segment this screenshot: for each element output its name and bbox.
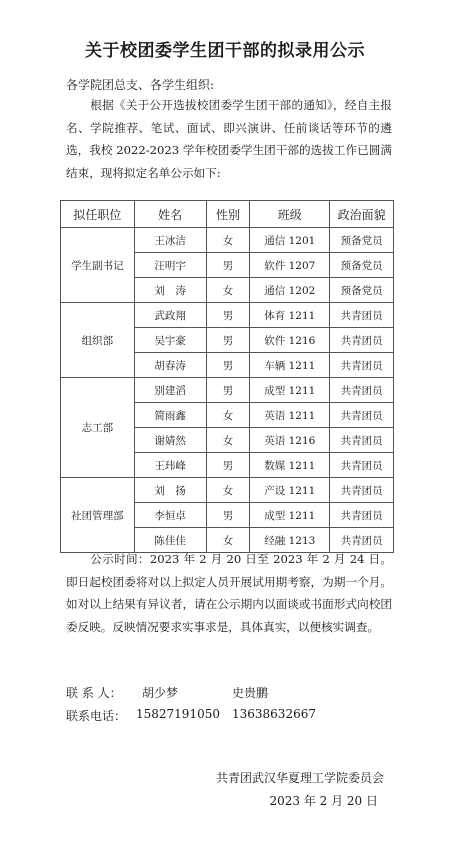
table-row: [61, 478, 394, 503]
document-title: 关于校团委学生团干部的拟录用公示: [85, 41, 365, 61]
header-position: 拟任职位: [61, 201, 135, 228]
cell-name: 简雨鑫: [134, 403, 206, 428]
cell-class: 数媒 1211: [250, 453, 330, 478]
cell-name: 王玮峰: [134, 453, 206, 478]
signature-date: 2023 年 2 月 20 日: [269, 794, 378, 808]
signature-org: 共青团武汉华夏理工学院委员会: [215, 771, 384, 785]
contact-phone-2: 13638632667: [232, 707, 316, 721]
contact-phone-label: 联系电话：: [66, 709, 127, 723]
cell-name: 陈佳佳: [134, 528, 206, 553]
cell-gender: 女: [206, 428, 250, 453]
cell-gender: 男: [206, 503, 250, 528]
cell-name: 别建滔: [134, 378, 206, 403]
cell-name: 汪明宇: [134, 253, 206, 278]
cell-name: 谢婧然: [134, 428, 206, 453]
cell-position: 学生副书记: [61, 228, 135, 303]
cell-class: 经融 1213: [250, 528, 330, 553]
cell-gender: 男: [206, 328, 250, 353]
cell-class: 英语 1211: [250, 403, 330, 428]
cell-class: 车辆 1211: [250, 353, 330, 378]
table-row: [61, 303, 394, 328]
cell-political-status: 共青团员: [330, 328, 394, 353]
cell-political-status: 共青团员: [330, 478, 394, 503]
table-row: [61, 228, 394, 253]
salutation: 各学院团总支、各学生组织:: [66, 78, 215, 92]
cell-name: 吴宇豪: [134, 328, 206, 353]
header-class: 班级: [250, 201, 330, 228]
cell-political-status: 共青团员: [330, 403, 394, 428]
cell-gender: 女: [206, 528, 250, 553]
cell-political-status: 共青团员: [330, 503, 394, 528]
notice-text: 公示时间：2023 年 2 月 20 日至 2023 年 2 月 24 日。即日起校团委将对以上拟定人员开展试用期考察，为期一个月。如对以上结果有异议者，请在公示期内以面谈或书面形式向校团委反映。反映情况要求实事求是，具体真实，以便核实调查。: [66, 552, 392, 634]
cell-class: 产设 1211: [250, 478, 330, 503]
table-body: [61, 228, 394, 553]
contact-person-2: 史贵鹏: [232, 686, 269, 700]
candidate-table: [60, 200, 394, 553]
cell-position: 社团管理部: [61, 478, 135, 553]
cell-class: 软件 1216: [250, 328, 330, 353]
cell-class: 成型 1211: [250, 503, 330, 528]
cell-class: 通信 1202: [250, 278, 330, 303]
cell-political-status: 预备党员: [330, 278, 394, 303]
table-header-row: [61, 201, 394, 228]
cell-class: 体育 1211: [250, 303, 330, 328]
cell-political-status: 共青团员: [330, 428, 394, 453]
cell-name: 刘 扬: [134, 478, 206, 503]
cell-class: 成型 1211: [250, 378, 330, 403]
header-name: 姓名: [134, 201, 206, 228]
intro-paragraph: [66, 94, 392, 184]
cell-gender: 女: [206, 478, 250, 503]
cell-name: 武政翔: [134, 303, 206, 328]
cell-gender: 男: [206, 378, 250, 403]
cell-name: 王冰洁: [134, 228, 206, 253]
cell-position: 组织部: [61, 303, 135, 378]
contact-person-label: 联 系 人：: [66, 686, 122, 700]
cell-position: 志工部: [61, 378, 135, 478]
cell-gender: 女: [206, 278, 250, 303]
header-political-status: 政治面貌: [330, 201, 394, 228]
cell-political-status: 共青团员: [330, 353, 394, 378]
cell-class: 英语 1216: [250, 428, 330, 453]
cell-name: 刘 涛: [134, 278, 206, 303]
cell-gender: 女: [206, 403, 250, 428]
cell-name: 李恒卓: [134, 503, 206, 528]
cell-political-status: 共青团员: [330, 303, 394, 328]
cell-political-status: 共青团员: [330, 453, 394, 478]
cell-gender: 男: [206, 453, 250, 478]
contact-person-1: 胡少梦: [142, 686, 179, 700]
cell-gender: 男: [206, 253, 250, 278]
table-row: [61, 378, 394, 403]
cell-gender: 男: [206, 303, 250, 328]
cell-political-status: 共青团员: [330, 528, 394, 553]
cell-name: 胡春涛: [134, 353, 206, 378]
cell-class: 通信 1201: [250, 228, 330, 253]
cell-gender: 男: [206, 353, 250, 378]
cell-gender: 女: [206, 228, 250, 253]
cell-class: 软件 1207: [250, 253, 330, 278]
header-gender: 性别: [206, 201, 250, 228]
intro-text: 根据《关于公开选拔校团委学生团干部的通知》，经自主报名、学院推荐、笔试、面试、即兴演讲、任前谈话等环节的遴选，我校 2022-2023 学年校团委学生团干部的选拔工作已圆满结束，现将拟定名单公示如下:: [66, 98, 392, 180]
cell-political-status: 共青团员: [330, 378, 394, 403]
cell-political-status: 预备党员: [330, 253, 394, 278]
contact-phone-1: 15827191050: [136, 707, 220, 721]
notice-paragraph: [66, 548, 392, 638]
cell-political-status: 预备党员: [330, 228, 394, 253]
